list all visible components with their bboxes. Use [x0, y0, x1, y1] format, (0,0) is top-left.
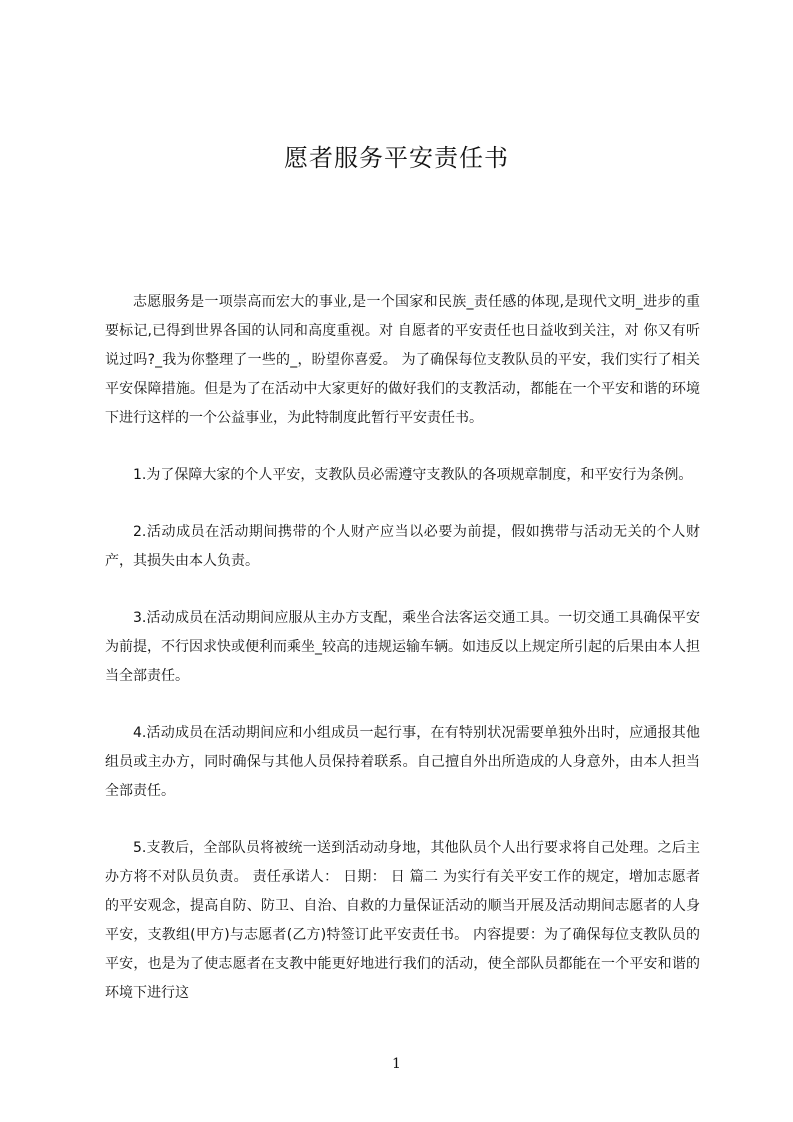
paragraph-item-3: 3.活动成员在活动期间应服从主办方支配，乘坐合法客运交通工具。一切交通工具确保平安为前提，不行因求快或便利而乘坐_较高的违规运输车辆。如违反以上规定所引起的后果由本人担当全部责任。	[105, 610, 700, 684]
paragraph-item-5: 5.支教后，全部队员将被统一送到活动动身地，其他队员个人出行要求将自己处理。之后主办方将不对队员负责。 责任承诺人： 日期： 日 篇二 为实行有关平安工作的规定，增加志愿者的平安观念，提高自防、防卫、自治、自救的力量保证活动的顺当开展及活动期间志愿者的人身平安，支教组(甲方)与志愿者(乙方)特签订此平安责任书。 内容提要：为了确保每位支教队员的平安，也是为了使志愿者在支教中能更好地进行我们的活动，使全部队员都能在一个平安和谐的环境下进行这	[105, 840, 700, 1001]
paragraph-item-4: 4.活动成员在活动期间应和小组成员一起行事，在有特别状况需要单独外出时，应通报其他组员或主办方，同时确保与其他人员保持着联系。自己擅自外出所造成的人身意外，由本人担当全部责任。	[105, 725, 700, 799]
page-number: 1	[392, 1056, 401, 1072]
document-body	[105, 288, 700, 1008]
paragraph-item-2: 2.活动成员在活动期间携带的个人财产应当以必要为前提，假如携带与活动无关的个人财产，其损失由本人负责。	[105, 524, 700, 569]
paragraph-intro: 志愿服务是一项崇高而宏大的事业,是一个国家和民族_责任感的体现,是现代文明_进步的重要标记,已得到世界各国的认同和高度重视。对 自愿者的平安责任也日益收到关注，对 你又有听说过吗?_我为你整理了一些的_，盼望你喜爱。 为了确保每位支教队员的平安，我们实行了相关平安保障措施。但是为了在活动中大家更好的做好我们的支教活动，都能在一个平安和谐的环境下进行这样的一个公益事业，为此特制度此暂行平安责任书。	[105, 294, 700, 426]
paragraph-item-1: 1.为了保障大家的个人平安，支教队员必需遵守支教队的各项规章制度，和平安行为条例。	[133, 467, 693, 483]
document-title: 愿者服务平安责任书	[284, 144, 509, 172]
